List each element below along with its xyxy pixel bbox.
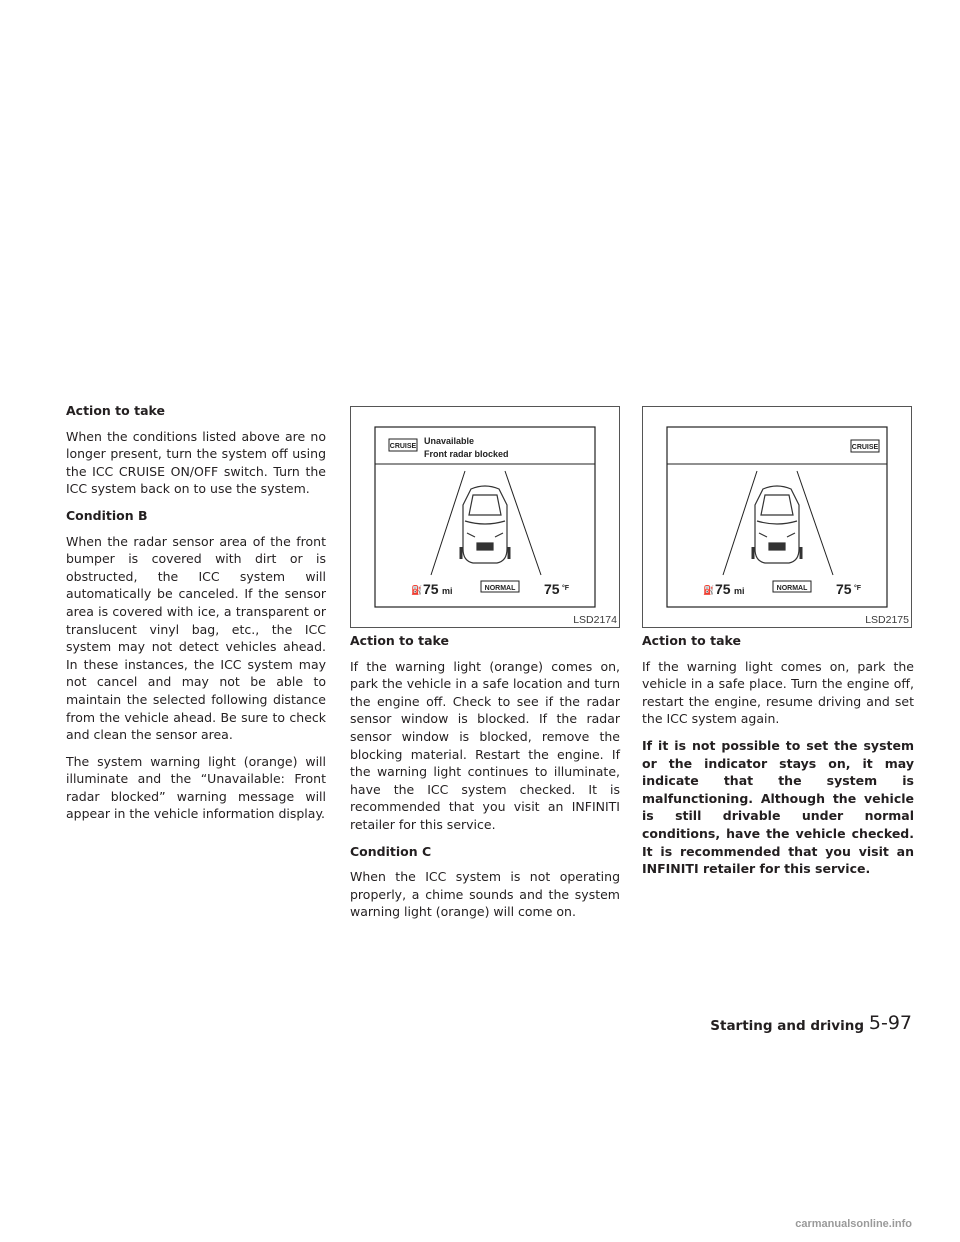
range-unit: mi [734, 586, 745, 596]
range-value: 75 [423, 581, 439, 597]
paragraph: The system warning light (orange) will illuminate and the “Unavailable: Front radar blocked” warning message will appear in the vehicle information display. [66, 753, 326, 822]
section-title: Starting and driving [710, 1018, 864, 1034]
figure-code: LSD2174 [573, 614, 617, 626]
figure-radar-blocked-display [350, 406, 620, 628]
paragraph: If the warning light comes on, park the vehicle in a safe place. Turn the engine off, restart the engine, resume driving and set the ICC system again. [642, 658, 914, 727]
text-column-right [642, 632, 914, 887]
heading-action-to-take: Action to take [350, 633, 449, 648]
fuel-pump-icon: ⛽ [703, 586, 715, 596]
warning-message-line2: Front radar blocked [424, 449, 509, 459]
temperature-value: 75 [836, 581, 852, 597]
lane-line-right [797, 471, 833, 575]
warning-message-line1: Unavailable [424, 436, 475, 446]
heading-condition-c: Condition C [350, 843, 432, 859]
figure-icc-normal-display [642, 406, 912, 628]
paragraph: When the ICC system is not operating properly, a chime sounds and the system warning light (orange) will come on. [350, 869, 620, 920]
vehicle-display-illustration [351, 407, 619, 627]
range-value: 75 [715, 581, 731, 597]
drive-mode-label: NORMAL [776, 585, 808, 592]
paragraph-bold-notice: If it is not possible to set the system or the indicator stays on, it may indicate that the system is malfunctioning. Although the vehicle is still drivable under normal conditions, have the vehicle checked. It is recommended that you visit an INFINITI retailer for this service. [642, 737, 914, 877]
paragraph: When the conditions listed above are no longer present, turn the system off using the ICC CRUISE ON/OFF switch. Turn the ICC system back on to use the system. [66, 428, 326, 497]
range-unit: mi [442, 586, 453, 596]
figure-code: LSD2175 [865, 614, 909, 626]
vehicle-display-illustration [643, 407, 911, 627]
watermark: carmanualsonline.info [795, 1218, 912, 1230]
cruise-indicator-label: CRUISE [389, 443, 417, 450]
heading-action-to-take: Action to take [66, 403, 165, 418]
drive-mode-label: NORMAL [484, 585, 516, 592]
page-number: 5-97 [868, 1012, 912, 1034]
text-column-left [66, 402, 326, 832]
temperature-unit: °F [562, 585, 570, 592]
lane-line-left [431, 471, 465, 575]
temperature-value: 75 [544, 581, 560, 597]
temperature-unit: °F [854, 585, 862, 592]
fuel-pump-icon: ⛽ [411, 586, 423, 596]
car-rear-icon [461, 486, 509, 563]
lane-line-right [505, 471, 541, 575]
page-footer [0, 1012, 960, 1038]
paragraph: If the warning light (orange) comes on, park the vehicle in a safe location and turn the engine off. Check to see if the radar sensor window is blocked. If the radar sensor window is blocked, remove the blocking material. Restart the engine. If the warning light continues to illuminate, have the ICC system checked. It is recommended that you visit an INFINITI retailer for this service. [350, 658, 620, 832]
cruise-indicator-label: CRUISE [851, 444, 879, 451]
heading-condition-b: Condition B [66, 507, 148, 523]
car-rear-icon [753, 486, 801, 563]
heading-action-to-take: Action to take [642, 633, 741, 648]
text-column-middle [350, 632, 620, 930]
paragraph: When the radar sensor area of the front bumper is covered with dirt or is obstructed, the ICC system will automatically be canceled. If the sensor area is covered with ice, a transparent or translucent vinyl bag, etc., the ICC system may not detect vehicles ahead. In these instances, the ICC system may not cancel and may not be able to maintain the selected following distance from the vehicle ahead. Be sure to check and clean the sensor area. [66, 533, 326, 743]
lane-line-left [723, 471, 757, 575]
